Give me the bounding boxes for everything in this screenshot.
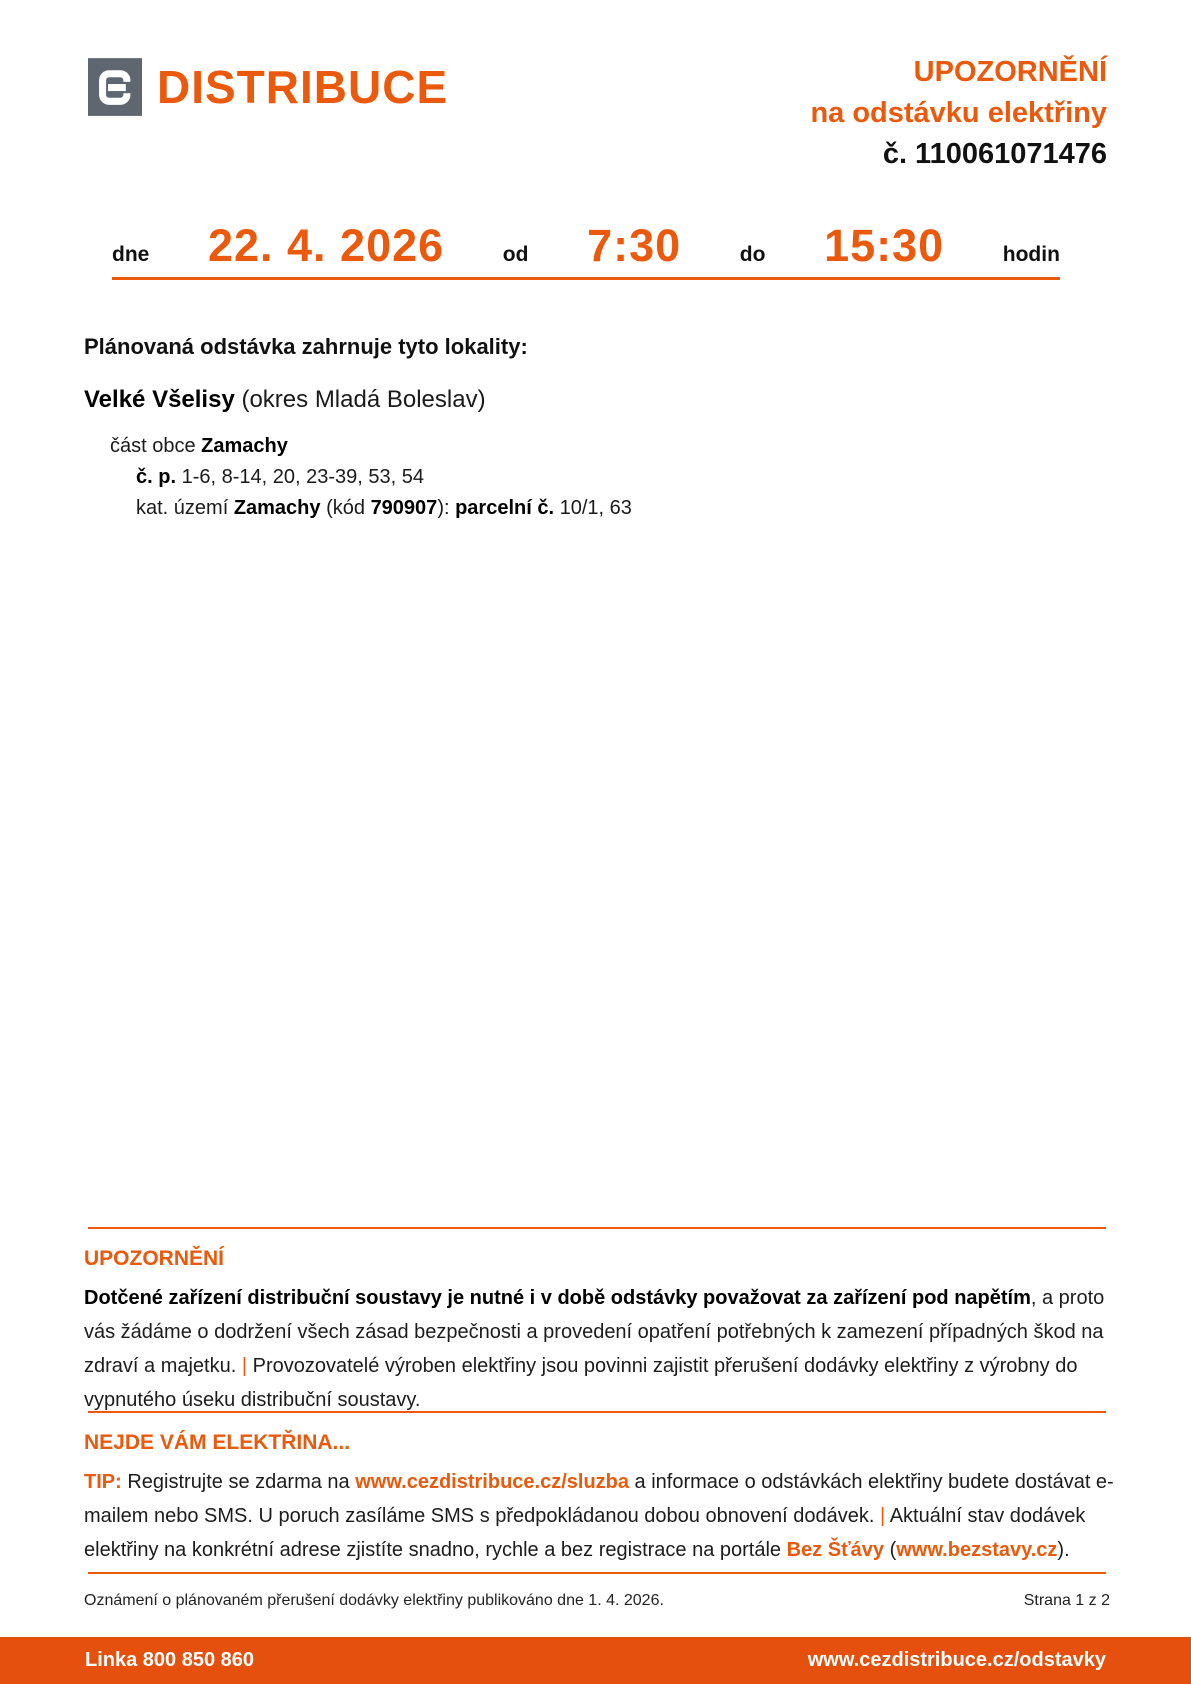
footer-separator xyxy=(88,1572,1106,1574)
cadastral-code: 790907 xyxy=(370,497,438,519)
schedule-underline xyxy=(112,277,1060,280)
text-segment: ). xyxy=(1057,1539,1070,1561)
warning-heading: UPOZORNĚNÍ xyxy=(84,1247,225,1270)
text-segment: ( xyxy=(884,1539,897,1561)
help-heading: NEJDE VÁM ELEKTŘINA... xyxy=(84,1431,351,1454)
bottom-bar xyxy=(0,1637,1191,1684)
text-segment: parcelní č. xyxy=(455,497,555,519)
warning-paragraph xyxy=(84,1281,1116,1417)
odstavky-url[interactable]: www.cezdistribuce.cz/odstavky xyxy=(807,1649,1106,1671)
localities-heading: Plánovaná odstávka zahrnuje tyto lokality: xyxy=(84,334,528,359)
bezstavy-link[interactable]: www.bezstavy.cz xyxy=(896,1539,1058,1561)
published-note: Oznámení o plánovaném přerušení dodávky elektřiny publikováno dne 1. 4. 2026. xyxy=(84,1592,664,1609)
notice-title-block xyxy=(810,52,1107,175)
od-label: od xyxy=(502,243,529,266)
outage-date: 22. 4. 2026 xyxy=(207,220,445,271)
text-segment: č. p. xyxy=(136,466,177,488)
time-to: 15:30 xyxy=(824,220,945,271)
notice-title-line1: UPOZORNĚNÍ xyxy=(913,56,1107,88)
cadastral-line xyxy=(136,493,1110,524)
help-paragraph xyxy=(84,1465,1116,1567)
village-part-line xyxy=(110,431,1110,462)
text-segment: a informace o odstávkách elektřiny budete dostávat e-mailem nebo SMS. U poruch zasíláme SMS s předpokládanou dobou obnovení dodávek. xyxy=(84,1471,1114,1527)
text-segment: část obce xyxy=(110,435,202,457)
text-segment: Aktuální stav dodávek elektřiny na konkrétní adrese zjistíte snadno, rychle a bez registrace na portále xyxy=(84,1505,1086,1561)
tip-label: TIP: xyxy=(84,1471,122,1493)
schedule-row xyxy=(112,220,1060,272)
text-segment: Dotčené zařízení distribuční soustavy je nutné i v době odstávky považovat za zařízení pod napětím xyxy=(84,1287,1031,1309)
text-segment: Provozovatelé výroben elektřiny jsou povinni zajistit přerušení dodávky elektřiny z výrobny do vypnutého úseku distribuční soustavy. xyxy=(84,1355,1078,1411)
text-segment: , a proto vás žádáme o dodržení všech zásad bezpečnosti a provedení opatření potřebných k zamezení případných škod na zdraví a majetku. xyxy=(84,1287,1105,1377)
house-numbers-line xyxy=(136,462,1110,493)
page-indicator: Strana 1 z 2 xyxy=(1023,1592,1110,1609)
house-numbers: 1-6, 8-14, 20, 23-39, 53, 54 xyxy=(176,466,424,488)
separator-line xyxy=(88,1411,1106,1413)
parcel-numbers: 10/1, 63 xyxy=(554,497,632,519)
sluzba-link[interactable]: www.cezdistribuce.cz/sluzba xyxy=(355,1471,629,1493)
text-segment: | xyxy=(241,1355,248,1377)
cez-logo-icon xyxy=(88,58,142,116)
village-part-name: Zamachy xyxy=(201,435,288,457)
text-segment: Zamachy xyxy=(233,497,321,519)
dne-label: dne xyxy=(112,243,150,266)
bezstavy-portal-name: Bez Šťávy xyxy=(786,1539,885,1561)
district: (okres Mladá Boleslav) xyxy=(234,386,486,413)
separator-line xyxy=(88,1227,1106,1229)
text-segment: (kód xyxy=(320,497,371,519)
localities-section xyxy=(84,334,1110,524)
notice-number: č. 110061071476 xyxy=(882,138,1107,170)
text-segment: Registrujte se zdarma na xyxy=(121,1471,356,1493)
text-segment: | xyxy=(880,1505,886,1527)
do-label: do xyxy=(739,243,766,266)
municipality-line xyxy=(84,386,1110,414)
text-segment: kat. území xyxy=(136,497,234,519)
brand-wordmark: DISTRIBUCE xyxy=(157,61,449,113)
municipality-name: Velké Všelisy xyxy=(84,386,235,413)
phone-line: Linka 800 850 860 xyxy=(85,1649,255,1671)
brand-header xyxy=(88,58,448,116)
footer-row xyxy=(84,1592,1110,1610)
time-from: 7:30 xyxy=(587,220,682,271)
hodin-label: hodin xyxy=(1002,243,1060,266)
notice-title-line2: na odstávku elektřiny xyxy=(810,97,1107,129)
text-segment: ): xyxy=(437,497,456,519)
